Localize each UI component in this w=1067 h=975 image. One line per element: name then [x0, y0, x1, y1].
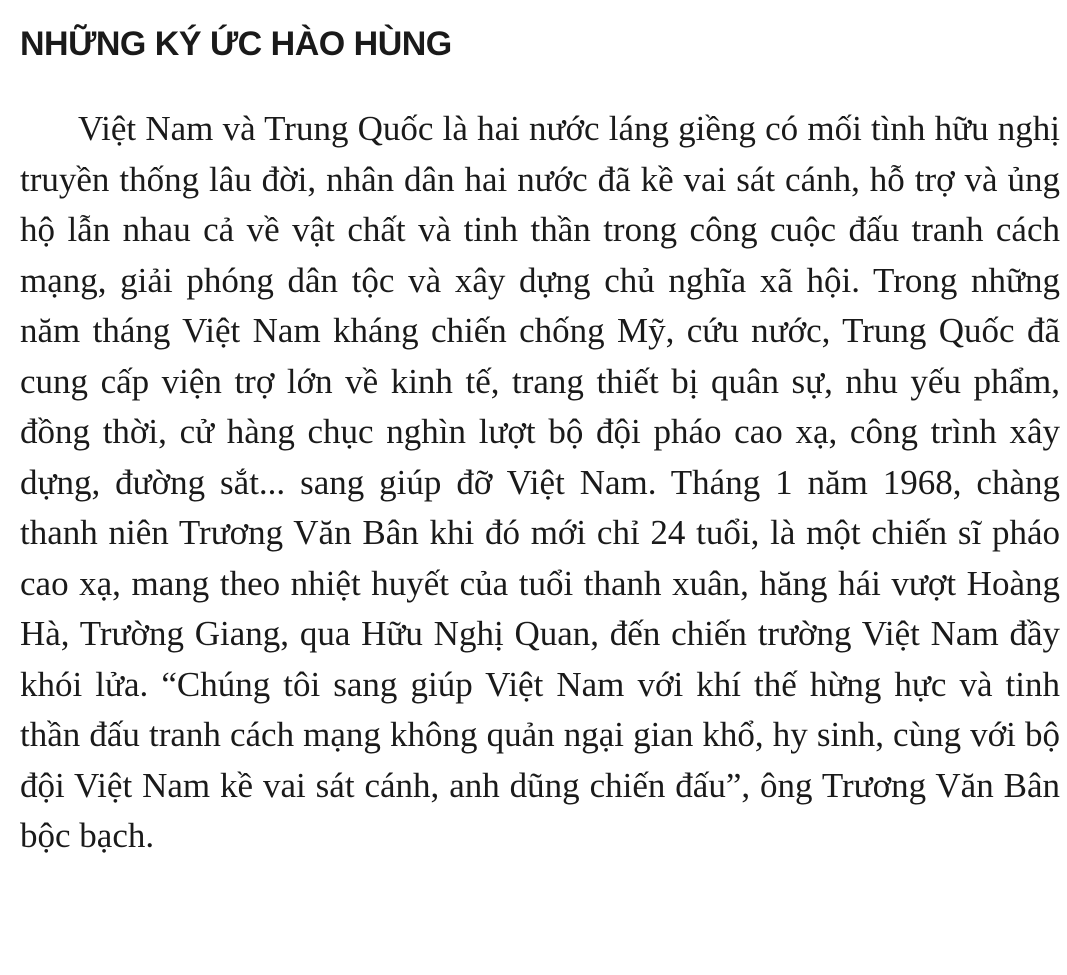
article: [20, 18, 1060, 862]
article-heading: NHỮNG KÝ ỨC HÀO HÙNG: [20, 25, 452, 63]
article-paragraph: Việt Nam và Trung Quốc là hai nước láng giềng có mối tình hữu nghị truyền thống lâu đời, nhân dân hai nước đã kề vai sát cánh, hỗ trợ và ủng hộ lẫn nhau cả về vật chất và tinh thần trong công cuộc đấu tranh cách mạng, giải phóng dân tộc và xây dựng chủ nghĩa xã hội. Trong những năm tháng Việt Nam kháng chiến chống Mỹ, cứu nước, Trung Quốc đã cung cấp viện trợ lớn về kinh tế, trang thiết bị quân sự, nhu yếu phẩm, đồng thời, cử hàng chục nghìn lượt bộ đội pháo cao xạ, công trình xây dựng, đường sắt... sang giúp đỡ Việt Nam. Tháng 1 năm 1968, chàng thanh niên Trương Văn Bân khi đó mới chỉ 24 tuổi, là một chiến sĩ pháo cao xạ, mang theo nhiệt huyết của tuổi thanh xuân, hăng hái vượt Hoàng Hà, Trường Giang, qua Hữu Nghị Quan, đến chiến trường Việt Nam đầy khói lửa. “Chúng tôi sang giúp Việt Nam với khí thế hừng hực và tinh thần đấu tranh cách mạng không quản ngại gian khổ, hy sinh, cùng với bộ đội Việt Nam kề vai sát cánh, anh dũng chiến đấu”, ông Trương Văn Bân bộc bạch.: [20, 109, 1060, 855]
